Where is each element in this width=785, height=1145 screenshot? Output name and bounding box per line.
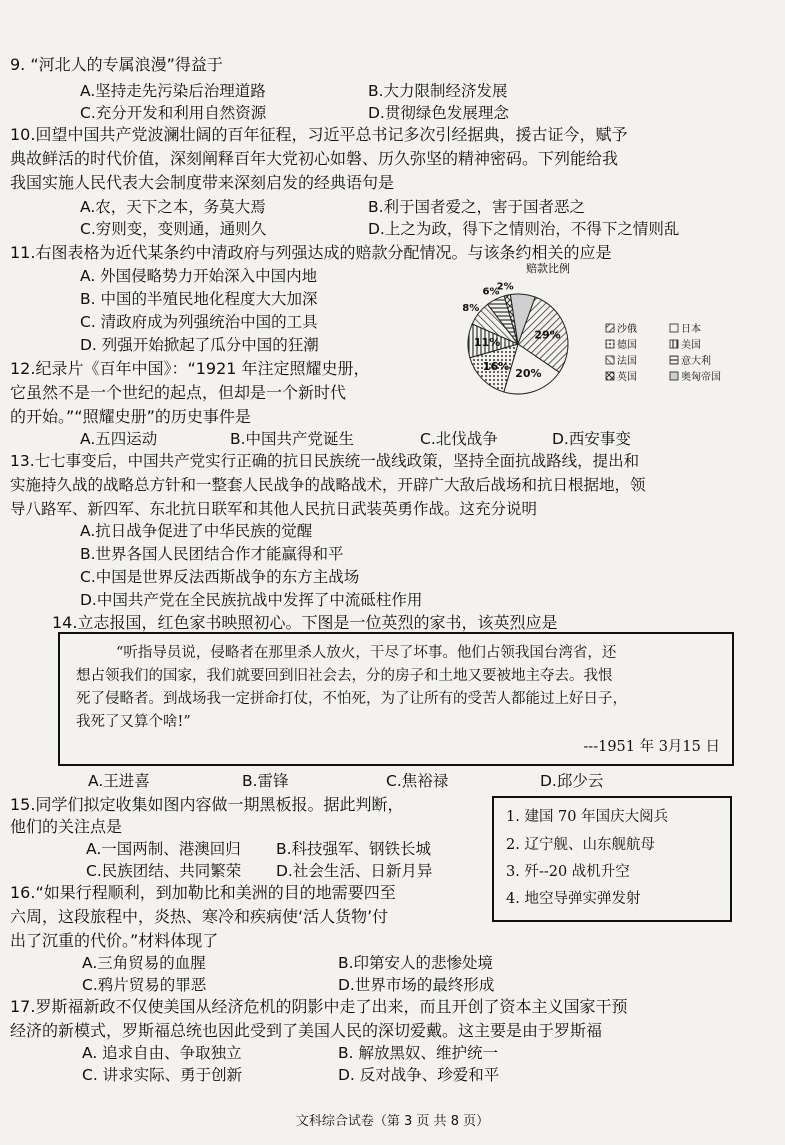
- q15-option-b[interactable]: B.科技强军、钢铁长城: [276, 840, 432, 858]
- q13-stem-line1: 13.七七事变后，中国共产党实行正确的抗日民族统一战线政策，坚持全面抗战路线，提出和: [10, 452, 640, 470]
- page-footer: 文科综合试卷（第 3 页 共 8 页）: [295, 1114, 490, 1129]
- q9-option-b[interactable]: B.大力限制经济发展: [368, 82, 508, 100]
- letter-line1: “听指导员说，侵略者在那里杀人放火，干尽了坏事。他们占领我国台湾省，还: [116, 645, 617, 661]
- legend-label-7: 英国: [617, 372, 637, 383]
- q12-stem-line3: 的开始。”“照耀史册”的历史事件是: [10, 407, 251, 426]
- q12-option-d[interactable]: D.西安事变: [552, 430, 631, 448]
- q16-option-a[interactable]: A.三角贸易的血腥: [82, 954, 206, 972]
- q15-stem-line2: 他们的关注点是: [10, 817, 123, 836]
- q12-option-b[interactable]: B.中国共产党诞生: [230, 430, 355, 448]
- legend-label-8: 奥匈帝国: [681, 372, 721, 383]
- q14-option-b[interactable]: B.雷锋: [242, 772, 289, 790]
- family-letter-box: [58, 632, 734, 766]
- letter-line4: 我死了又算个啥!”: [76, 714, 191, 730]
- q12-option-c[interactable]: C.北伐战争: [420, 430, 498, 448]
- q16-option-d[interactable]: D.世界市场的最终形成: [338, 976, 495, 994]
- pie-slice-label-5: 8%: [462, 303, 480, 315]
- q14-option-c[interactable]: C.焦裕禄: [386, 772, 449, 790]
- legend-label-6: 意大利: [681, 356, 711, 367]
- q11-option-b[interactable]: B. 中国的半殖民地化程度大大加深: [80, 290, 318, 308]
- q15-option-c[interactable]: C.民族团结、共同繁荣: [86, 862, 242, 880]
- q16-stem-line3: 出了沉重的代价。”材料体现了: [10, 931, 219, 950]
- blackboard-content-box: [492, 796, 732, 922]
- q13-option-a[interactable]: A.抗日战争促进了中华民族的觉醒: [80, 522, 313, 540]
- q10-option-b[interactable]: B.利于国者爱之，害于国者恶之: [368, 198, 586, 216]
- legend-swatch-6: [670, 356, 678, 364]
- legend-swatch-7: [606, 372, 614, 380]
- pie-slice-label-3: 16%: [482, 359, 510, 373]
- legend-swatch-3: [606, 340, 614, 348]
- indemnity-pie-chart: [456, 258, 785, 408]
- q12-stem-line2: 它虽然不是一个世纪的起点，但却是一个新时代: [10, 383, 347, 402]
- chart-title: 赔款比例: [526, 262, 570, 275]
- q9-option-c[interactable]: C.充分开发和利用自然资源: [80, 104, 267, 122]
- q13-option-d[interactable]: D.中国共产党在全民族抗战中发挥了中流砥柱作用: [80, 591, 423, 609]
- q16-option-c[interactable]: C.鸦片贸易的罪恶: [82, 976, 207, 994]
- q14-stem: 14.立志报国，红色家书映照初心。下图是一位英烈的家书，该英烈应是: [52, 613, 558, 632]
- q16-option-b[interactable]: B.印第安人的悲惨处境: [338, 954, 494, 972]
- q12-stem-line1: 12.纪录片《百年中国》：“1921 年注定照耀史册，: [10, 359, 370, 378]
- q15-stem-line1: 15.同学们拟定收集如图内容做一期黑板报。据此判断，: [10, 795, 404, 814]
- q14-option-a[interactable]: A.王进喜: [88, 772, 150, 790]
- legend-swatch-8: [670, 372, 678, 380]
- letter-date: ---1951 年 3月15 日: [583, 739, 720, 755]
- pie-chart-svg: [456, 258, 785, 408]
- q16-stem-line2: 六周，这段旅程中，炎热、寒冷和疾病使‘活人货物’付: [10, 907, 389, 926]
- legend-swatch-4: [670, 340, 678, 348]
- legend-label-1: 沙俄: [617, 324, 637, 335]
- q11-option-d[interactable]: D. 列强开始掀起了瓜分中国的狂潮: [80, 336, 319, 354]
- q17-stem-line1: 17.罗斯福新政不仅使美国从经济危机的阴影中走了出来，而且开创了资本主义国家干预: [10, 997, 628, 1016]
- q17-stem-line2: 经济的新模式，罗斯福总统也因此受到了美国人民的深切爱戴。这主要是由于罗斯福: [10, 1021, 603, 1040]
- q13-option-b[interactable]: B.世界各国人民团结合作才能赢得和平: [80, 545, 344, 563]
- q9-option-d[interactable]: D.贯彻绿色发展理念: [368, 104, 509, 122]
- q10-stem-line3: 我国实施人民代表大会制度带来深刻启发的经典语句是: [10, 173, 395, 192]
- legend-swatch-5: [606, 356, 614, 364]
- q10-option-a[interactable]: A.农，天下之本，务莫大焉: [80, 198, 266, 216]
- legend-swatch-2: [670, 324, 678, 332]
- legend-label-2: 日本: [681, 324, 701, 335]
- q13-option-c[interactable]: C.中国是世界反法西斯战争的东方主战场: [80, 568, 360, 586]
- q15-option-d[interactable]: D.社会生活、日新月异: [276, 862, 433, 880]
- box-item-2: 2. 辽宁舰、山东舰航母: [506, 837, 655, 853]
- q9-stem: 9. “河北人的专属浪漫”得益于: [10, 55, 223, 74]
- q16-stem-line1: 16.“如果行程顺利，到加勒比和美洲的目的地需要四至: [10, 883, 396, 902]
- pie-slice-label-6: 6%: [482, 286, 500, 298]
- q17-option-a[interactable]: A. 追求自由、争取独立: [82, 1044, 242, 1062]
- pie-slice-label-1: 29%: [534, 328, 561, 342]
- pie-slice-label-2: 20%: [515, 367, 542, 381]
- q11-stem: 11.右图表格为近代某条约中清政府与列强达成的赔款分配情况。与该条约相关的应是: [10, 243, 612, 262]
- q15-option-a[interactable]: A.一国两制、港澳回归: [86, 840, 241, 858]
- legend-label-4: 美国: [681, 340, 701, 351]
- q10-option-c[interactable]: C.穷则变，变则通，通则久: [80, 220, 267, 238]
- q11-option-c[interactable]: C. 清政府成为列强统治中国的工具: [80, 313, 318, 331]
- letter-line3: 死了侵略者。到战场我一定拼命打仗，不怕死，为了让所有的受苦人都能过上好日子，: [76, 691, 627, 707]
- q13-stem-line3: 导八路军、新四军、东北抗日联军和其他人民抗日武装英勇作战。这充分说明: [10, 500, 538, 518]
- box-item-4: 4. 地空导弹实弹发射: [506, 891, 641, 907]
- q13-stem-line2: 实施持久战的战略总方针和一整套人民战争的战略战术，开辟广大敌后战场和抗日根据地，领: [10, 476, 646, 494]
- pie-slice-label-4: 11%: [473, 335, 501, 349]
- q14-option-d[interactable]: D.邱少云: [540, 772, 604, 790]
- q17-option-d[interactable]: D. 反对战争、珍爱和平: [338, 1066, 500, 1084]
- box-item-3: 3. 歼--20 战机升空: [506, 864, 630, 880]
- q17-option-b[interactable]: B. 解放黑奴、维护统一: [338, 1044, 498, 1062]
- q17-option-c[interactable]: C. 讲求实际、勇于创新: [82, 1066, 243, 1084]
- q10-stem-line2: 典故鲜活的时代价值，深刻阐释百年大党初心如磐、历久弥坚的精神密码。下列能给我: [10, 149, 619, 168]
- pie-slice-label-7: 2%: [496, 281, 514, 293]
- legend-label-5: 法国: [617, 356, 637, 367]
- q11-option-a[interactable]: A. 外国侵略势力开始深入中国内地: [80, 267, 318, 285]
- q10-stem-line1: 10.回望中国共产党波澜壮阔的百年征程，习近平总书记多次引经据典，援古证今，赋予: [10, 125, 628, 144]
- letter-line2: 想占领我们的国家，我们就要回到旧社会去，分的房子和土地又要被地主夺去。我恨: [76, 668, 613, 684]
- box-item-1: 1. 建国 70 年国庆大阅兵: [506, 809, 669, 825]
- q9-option-a[interactable]: A.坚持走先污染后治理道路: [80, 82, 266, 100]
- q12-option-a[interactable]: A.五四运动: [80, 430, 158, 448]
- q10-option-d[interactable]: D.上之为政，得下之情则治，不得下之情则乱: [368, 220, 680, 238]
- legend-label-3: 德国: [617, 340, 637, 351]
- pie-legend: [606, 322, 721, 383]
- legend-swatch-1: [606, 324, 614, 332]
